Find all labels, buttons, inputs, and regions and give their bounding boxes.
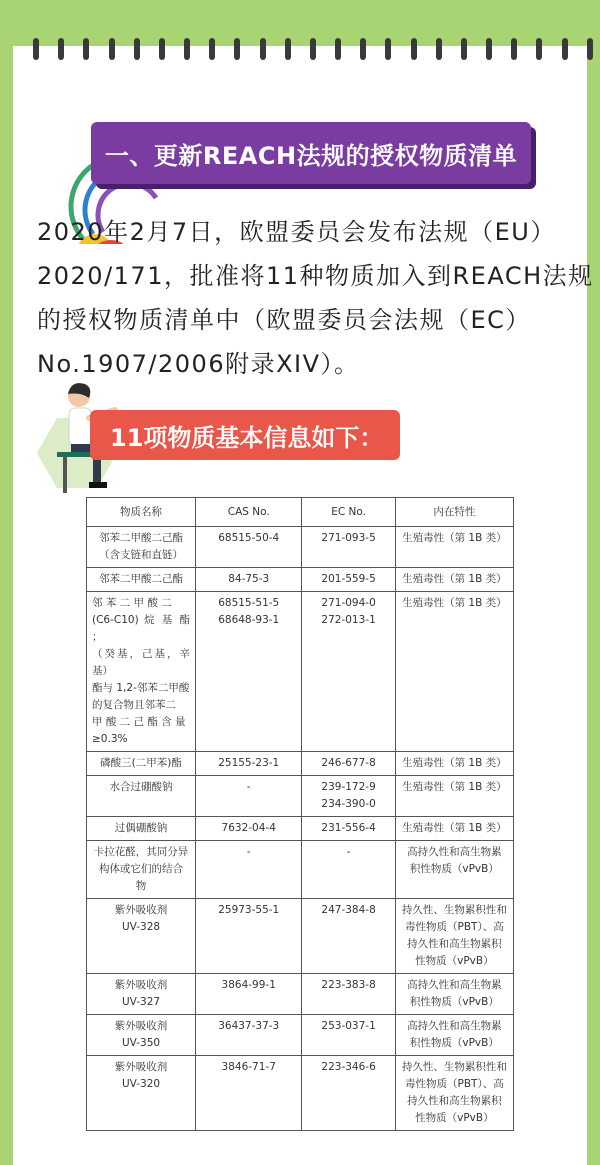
property-cell (395, 974, 513, 1015)
property-cell (395, 527, 513, 568)
binder-ring (536, 38, 542, 60)
cell-line: 积性物质（vPvB） (409, 996, 499, 1008)
property-cell (395, 592, 513, 752)
substance-name-cell (87, 568, 196, 592)
ec-no-cell (302, 1056, 395, 1131)
table-row (87, 841, 514, 899)
cell-line: 毒性物质（PBT）、高 (405, 1078, 504, 1090)
cell-line: 持久性和高生物累积 (407, 1095, 502, 1107)
binder-ring (260, 38, 266, 60)
cell-line: 水合过硼酸钠 (109, 781, 173, 793)
cell-line: 272-013-1 (321, 614, 376, 626)
ec-no-cell (302, 1015, 395, 1056)
cell-line: 构体或它们的结合 (99, 863, 184, 875)
substance-name-cell (87, 841, 196, 899)
cas-no-cell (196, 817, 302, 841)
ec-no-cell (302, 817, 395, 841)
binder-ring (486, 38, 492, 60)
cell-line: - (246, 846, 251, 858)
cas-no-cell (196, 752, 302, 776)
cell-line: UV-328 (121, 921, 161, 933)
cell-line: 271-094-0 (321, 597, 376, 609)
substance-name-cell (87, 752, 196, 776)
cell-line: 性物质（vPvB） (415, 955, 494, 967)
substance-name-cell (87, 974, 196, 1015)
intro-paragraph (37, 210, 594, 386)
cell-line: 247-384-8 (321, 904, 376, 916)
binder-ring (511, 38, 517, 60)
ec-no-cell (302, 899, 395, 974)
table-row (87, 817, 514, 841)
substance-name-cell (87, 776, 196, 817)
table-row (87, 568, 514, 592)
cell-line: 生殖毒性（第 1B 类） (402, 781, 507, 793)
table-row (87, 974, 514, 1015)
cell-line: （癸基，己基，辛基） (92, 648, 191, 677)
table-row (87, 752, 514, 776)
cell-line: 25973-55-1 (218, 904, 280, 916)
cell-line: 紫外吸收剂 (114, 1061, 168, 1073)
cell-line: 积性物质（vPvB） (409, 863, 499, 875)
substance-table (86, 497, 514, 1131)
substance-name-cell (87, 899, 196, 974)
table-row (87, 1015, 514, 1056)
cell-line: 持久性、生物累积性和 (401, 904, 507, 916)
cas-no-cell (196, 527, 302, 568)
binder-ring (184, 38, 190, 60)
binder-ring (461, 38, 467, 60)
cell-line: UV-350 (121, 1037, 161, 1049)
substance-name-cell (87, 1056, 196, 1131)
cell-line: (C6-C10) 烷 基 酯 ； (92, 614, 191, 643)
cell-line: 201-559-5 (321, 573, 376, 585)
cell-line: 紫外吸收剂 (114, 1020, 168, 1032)
cell-line: 持久性和高生物累积 (407, 938, 502, 950)
cell-line: 3846-71-7 (221, 1061, 276, 1073)
ec-no-cell (302, 527, 395, 568)
binder-ring (58, 38, 64, 60)
table-header-row (87, 498, 514, 527)
cell-line: 邻苯二甲酸二己酯 (99, 532, 184, 544)
substance-name-cell (87, 527, 196, 568)
property-cell (395, 899, 513, 974)
binder-ring (562, 38, 568, 60)
sub-banner-title: 11项物质基本信息如下： (110, 423, 384, 452)
substance-name-cell (87, 1015, 196, 1056)
cell-line: 231-556-4 (321, 822, 376, 834)
cell-line: UV-320 (121, 1078, 161, 1090)
table-row (87, 899, 514, 974)
binder-ring (587, 38, 593, 60)
header-substance-name: 物质名称 (87, 498, 196, 527)
cell-line: 毒性物质（PBT）、高 (405, 921, 504, 933)
cell-line: 邻 苯 二 甲 酸 二 (92, 597, 172, 609)
binder-ring (310, 38, 316, 60)
cell-line: 的复合物且邻苯二 (92, 699, 176, 711)
paragraph-line: 2020年2月7日，欧盟委员会发布法规（EU） (37, 218, 556, 246)
table-row (87, 592, 514, 752)
cas-no-cell (196, 899, 302, 974)
binder-ring (209, 38, 215, 60)
cell-line: 甲 酸 二 己 酯 含 量 (92, 716, 186, 728)
cell-line: 邻苯二甲酸二己酯 (99, 573, 184, 585)
ec-no-cell (302, 592, 395, 752)
cell-line: （含支链和直链） (99, 549, 184, 561)
cell-line: 物 (135, 880, 147, 892)
binder-ring (109, 38, 115, 60)
cell-line: 紫外吸收剂 (114, 979, 168, 991)
cell-line: 239-172-9 (321, 781, 376, 793)
table-row (87, 527, 514, 568)
substance-name-cell (87, 592, 196, 752)
binder-ring (83, 38, 89, 60)
cell-line: 234-390-0 (321, 798, 376, 810)
header-ec-no: EC No. (302, 498, 395, 527)
cas-no-cell (196, 776, 302, 817)
cell-line: ≥0.3% (92, 733, 128, 745)
cell-line: 7632-04-4 (221, 822, 276, 834)
cas-no-cell (196, 592, 302, 752)
cell-line: 卡拉花醛，其同分异 (93, 846, 189, 858)
cell-line: 生殖毒性（第 1B 类） (402, 597, 507, 609)
ec-no-cell (302, 974, 395, 1015)
cell-line: 过偶硼酸钠 (114, 822, 168, 834)
cell-line: 酯与 1,2-邻苯二甲酸 (92, 682, 190, 694)
cell-line: 磷酸三(二甲苯)酯 (100, 757, 182, 769)
property-cell (395, 752, 513, 776)
cell-line: 36437-37-3 (218, 1020, 280, 1032)
section-title: 一、更新REACH法规的授权物质清单 (104, 141, 518, 170)
binder-ring (436, 38, 442, 60)
sub-banner (90, 410, 400, 460)
cell-line: UV-327 (121, 996, 161, 1008)
binder-ring (33, 38, 39, 60)
cell-line: 高持久性和高生物累 (407, 1020, 502, 1032)
ec-no-cell (302, 776, 395, 817)
cell-line: 253-037-1 (321, 1020, 376, 1032)
paragraph-line: 2020/171，批准将11种物质加入到REACH法规 (37, 262, 594, 290)
cell-line: 高持久性和高生物累 (407, 846, 502, 858)
header-cas-no: CAS No. (196, 498, 302, 527)
paragraph-line: No.1907/2006附录XIV）。 (37, 350, 360, 378)
property-cell (395, 776, 513, 817)
table-row (87, 776, 514, 817)
notebook-card (13, 46, 594, 1165)
cell-line: 紫外吸收剂 (114, 904, 168, 916)
cell-line: 246-677-8 (321, 757, 376, 769)
cell-line: 生殖毒性（第 1B 类） (402, 532, 507, 544)
cell-line: 性物质（vPvB） (415, 1112, 494, 1124)
cell-line: 84-75-3 (228, 573, 270, 585)
section-banner (91, 122, 531, 184)
binder-ring (159, 38, 165, 60)
cell-line: 68648-93-1 (218, 614, 280, 626)
binder-rings (33, 0, 593, 60)
cell-line: 积性物质（vPvB） (409, 1037, 499, 1049)
ec-no-cell (302, 568, 395, 592)
cell-line: 高持久性和高生物累 (407, 979, 502, 991)
header-intrinsic-property: 内在特性 (395, 498, 513, 527)
cell-line: - (246, 781, 251, 793)
binder-ring (234, 38, 240, 60)
cell-line: 25155-23-1 (218, 757, 280, 769)
cell-line: 68515-51-5 (218, 597, 280, 609)
property-cell (395, 1015, 513, 1056)
property-cell (395, 817, 513, 841)
cell-line: 271-093-5 (321, 532, 376, 544)
ec-no-cell (302, 752, 395, 776)
cell-line: 生殖毒性（第 1B 类） (402, 573, 507, 585)
cas-no-cell (196, 974, 302, 1015)
cell-line: 223-383-8 (321, 979, 376, 991)
table-row (87, 1056, 514, 1131)
cell-line: 223-346-6 (321, 1061, 376, 1073)
cas-no-cell (196, 1015, 302, 1056)
binder-ring (360, 38, 366, 60)
ec-no-cell (302, 841, 395, 899)
cell-line: 3864-99-1 (221, 979, 276, 991)
cell-line: - (346, 846, 351, 858)
binder-ring (134, 38, 140, 60)
property-cell (395, 841, 513, 899)
cas-no-cell (196, 1056, 302, 1131)
property-cell (395, 1056, 513, 1131)
cas-no-cell (196, 841, 302, 899)
binder-ring (335, 38, 341, 60)
cell-line: 生殖毒性（第 1B 类） (402, 822, 507, 834)
substance-name-cell (87, 817, 196, 841)
cell-line: 生殖毒性（第 1B 类） (402, 757, 507, 769)
cell-line: 68515-50-4 (218, 532, 280, 544)
property-cell (395, 568, 513, 592)
cas-no-cell (196, 568, 302, 592)
binder-ring (385, 38, 391, 60)
binder-ring (411, 38, 417, 60)
binder-ring (285, 38, 291, 60)
cell-line: 持久性、生物累积性和 (401, 1061, 507, 1073)
paragraph-line: 的授权物质清单中（欧盟委员会法规（EC） (37, 306, 531, 334)
